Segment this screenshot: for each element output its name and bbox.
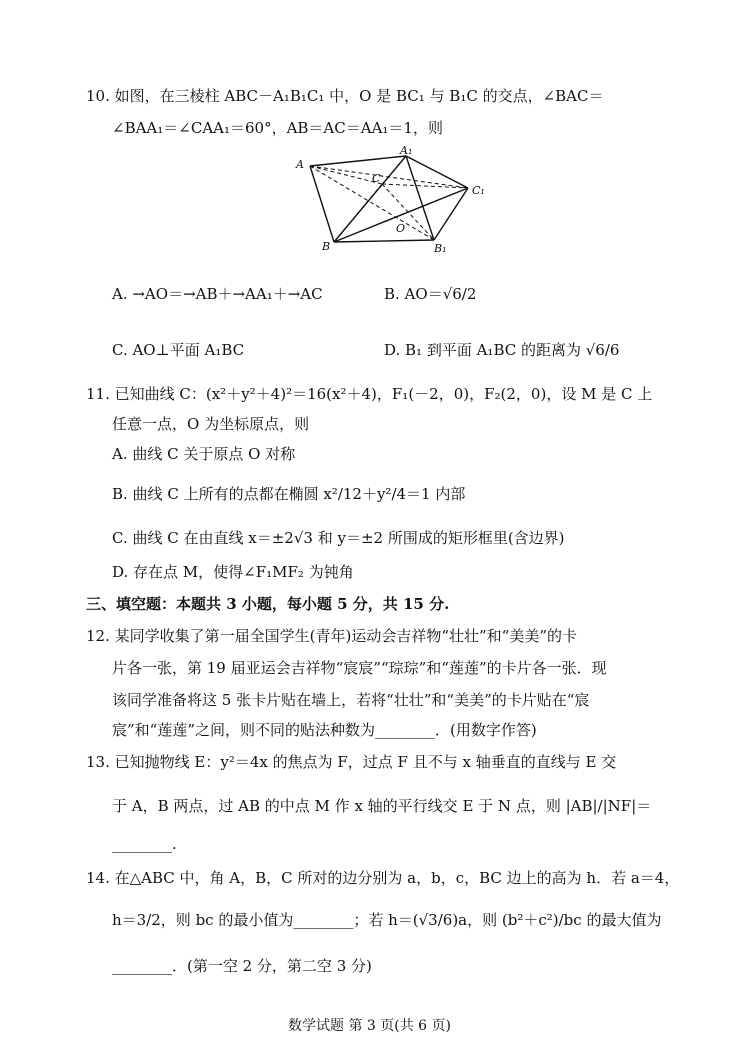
label-b1: B₁: [434, 242, 447, 254]
edge-c1-b1: [434, 188, 468, 240]
q13-line1: 13. 已知抛物线 E：y²＝4x 的焦点为 F，过点 F 且不与 x 轴垂直的直线与 E 交: [86, 753, 617, 771]
q10-option-a: A. →AO＝→AB＋→AA₁＋→AC: [112, 285, 323, 303]
q11-option-b: B. 曲线 C 上所有的点都在椭圆 x²/12＋y²/4＝1 内部: [112, 485, 466, 503]
edge-a-a1: [310, 156, 406, 166]
edge-b-a: [310, 166, 334, 242]
q12-line4: 宸”和“莲莲”之间，则不同的贴法种数为________．(用数字作答): [112, 721, 537, 739]
q11-option-d: D. 存在点 M，使得∠F₁MF₂ 为钝角: [112, 563, 354, 581]
q11-line1: 11. 已知曲线 C：(x²＋y²＋4)²＝16(x²＋4)，F₁(－2，0)，F₂(2，0)，设 M 是 C 上: [86, 385, 653, 403]
section-title: 三、填空题：本题共 3 小题，每小题 5 分，共 15 分.: [86, 595, 450, 613]
q14-line1: 14. 在△ABC 中，角 A，B，C 所对的边分别为 a，b，c，BC 边上的高为 h．若 a＝4，: [86, 869, 680, 887]
q10-option-c: C. AO⊥平面 A₁BC: [112, 341, 245, 359]
q10-line2: ∠BAA₁＝∠CAA₁＝60°，AB＝AC＝AA₁＝1，则: [112, 119, 443, 137]
dash-c-b1: [382, 184, 434, 240]
q10-option-d: D. B₁ 到平面 A₁BC 的距离为 √6/6: [384, 341, 620, 359]
q12-line1: 12. 某同学收集了第一届全国学生(青年)运动会吉祥物“壮壮”和“美美”的卡: [86, 627, 578, 645]
q11-option-c: C. 曲线 C 在由直线 x＝±2√3 和 y＝±2 所围成的矩形框里(含边界): [112, 529, 565, 547]
label-b: B: [322, 240, 331, 253]
prism-figure: [288, 146, 488, 254]
q13-line2: 于 A，B 两点，过 AB 的中点 M 作 x 轴的平行线交 E 于 N 点，则 |AB|/|NF|＝: [112, 797, 652, 815]
q12-line3: 该同学准备将这 5 张卡片贴在墙上，若将“壮壮”和“美美”的卡片贴在“宸: [112, 691, 590, 709]
q13-line3: ________.: [112, 835, 177, 853]
q12-line2: 片各一张，第 19 届亚运会吉祥物“宸宸”“琮琮”和“莲莲”的卡片各一张．现: [112, 659, 607, 677]
q10-line1: 10. 如图，在三棱柱 ABC－A₁B₁C₁ 中，O 是 BC₁ 与 B₁C 的交点，∠BAC＝: [86, 87, 604, 105]
label-a1: A₁: [400, 146, 413, 157]
edge-b1-b: [334, 240, 434, 242]
label-o: O: [396, 222, 406, 235]
label-c: C: [372, 172, 381, 185]
label-a: A: [296, 158, 304, 171]
page-footer: 数学试题 第 3 页(共 6 页): [288, 1018, 451, 1034]
q14-line3: ________．(第一空 2 分，第二空 3 分): [112, 957, 372, 975]
q14-line2: h＝3/2，则 bc 的最小值为________；若 h＝(√3/6)a，则 (b²＋c²)/bc 的最大值为: [112, 911, 662, 929]
dash-c-c1: [382, 184, 468, 188]
label-c1: C₁: [472, 184, 485, 197]
q11-line2: 任意一点，O 为坐标原点，则: [112, 415, 310, 433]
q11-option-a: A. 曲线 C 关于原点 O 对称: [112, 445, 296, 463]
q10-option-b: B. AO＝√6/2: [384, 285, 477, 303]
